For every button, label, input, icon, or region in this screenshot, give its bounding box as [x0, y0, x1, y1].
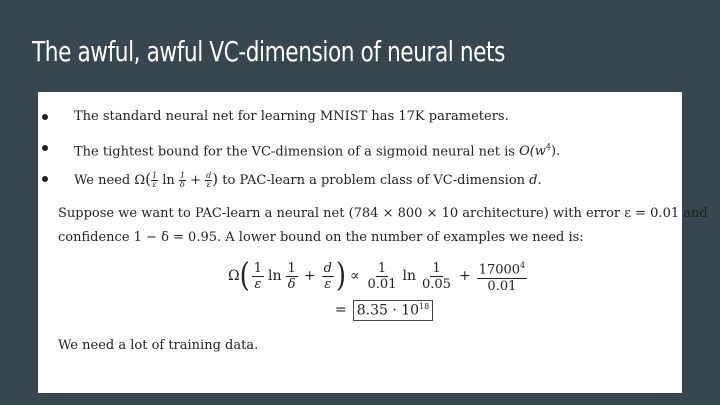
big-o-expression: $O(w^4)$. [519, 143, 561, 160]
bullet-dot [42, 176, 48, 182]
bullet-text: The tightest bound for the VC-dimension of a sigmoid neural net is [74, 144, 515, 160]
bullet-text: to PAC-learn a problem class of VC-dimension [222, 173, 526, 188]
slide-title: The awful, awful VC-dimension of neural nets [32, 35, 505, 68]
content-panel [38, 92, 708, 393]
bullet-text: The standard neural net for learning MNIST has 17K parameters. [74, 109, 509, 124]
result-box: $8.35 \cdot 10^{18}$ [353, 300, 434, 321]
paragraph-line: confidence 1 − δ = 0.95. A lower bound on the number of examples we need is: [58, 230, 584, 245]
result-equation: = $8.35 \cdot 10^{18}$ [335, 300, 433, 321]
omega-expression: Ω( $\frac{1}{\varepsilon}$ ln $\frac{1}{\delta}$ + $\frac{d}{\varepsilon}$ ) [134, 170, 219, 189]
paragraph-line: Suppose we want to PAC-learn a neural net (784 × 800 × 10 architecture) with error ε = 0.01 and [58, 206, 708, 221]
closing-text: We need a lot of training data. [58, 338, 259, 353]
bullet-item [74, 108, 560, 139]
bullet-item: We need Ω( $\frac{1}{\varepsilon}$ ln $\frac{1}{\delta}$ + $\frac{d}{\varepsilon}$ ) to PAC-learn a problem class of VC-dimension d. [74, 170, 560, 201]
bullet-text: We need [74, 173, 131, 188]
bullet-list [74, 108, 560, 201]
bullet-dot [42, 145, 48, 151]
lower-bound-equation: Ω ( $\frac{1}{\varepsilon}$ ln $\frac{1}{\delta}$ + $\frac{d}{\varepsilon}$ ) ∝ $\frac{1}{0.01}$ ln $\frac{1}{0.05}$ + $\frac{17000^4}{0.01}$ [228, 257, 526, 295]
bullet-dot [42, 114, 48, 120]
problem-paragraph [58, 202, 708, 250]
vc-dimension-variable: d [529, 173, 538, 188]
bullet-item [74, 139, 560, 170]
